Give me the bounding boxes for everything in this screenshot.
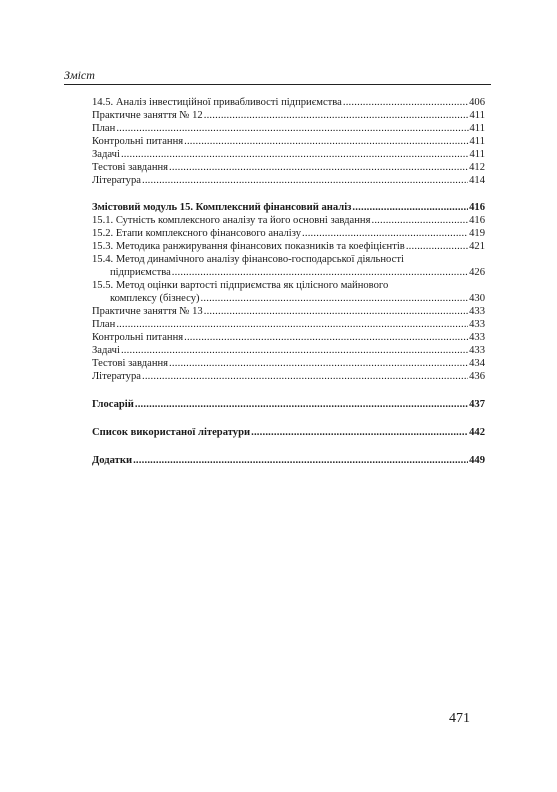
- toc-entry[interactable]: Контрольні питання ..... 411: [92, 135, 485, 148]
- toc-glossary[interactable]: Глосарій ..... 437: [92, 398, 485, 411]
- toc-entry[interactable]: Література ..... 414: [92, 174, 485, 187]
- toc-entry[interactable]: 15.1. Сутність комплексного аналізу та його основні завдання ..... 416: [92, 214, 485, 227]
- table-of-contents: [92, 96, 485, 467]
- toc-entry[interactable]: Практичне заняття № 13 ..... 433: [92, 305, 485, 318]
- toc-entry[interactable]: План ..... 433: [92, 318, 485, 331]
- toc-entry[interactable]: Задачі ..... 433: [92, 344, 485, 357]
- toc-entry[interactable]: Література ..... 436: [92, 370, 485, 383]
- toc-entry[interactable]: Тестові завдання ..... 434: [92, 357, 485, 370]
- toc-references[interactable]: Список використаної літератури ..... 442: [92, 426, 485, 439]
- toc-entry[interactable]: 15.2. Етапи комплексного фінансового аналізу ..... 419: [92, 227, 485, 240]
- toc-entry-multiline[interactable]: 15.4. Метод динамічного аналізу фінансово-господарської діяльності підприємства ..... 426: [92, 253, 485, 279]
- toc-module-heading[interactable]: Змістовий модуль 15. Комплексний фінансовий аналіз ..... 416: [92, 201, 485, 214]
- toc-entry-multiline[interactable]: 15.5. Метод оцінки вартості підприємства як цілісного майнового комплексу (бізнесу) ..... 430: [92, 279, 485, 305]
- toc-entry-line1: 15.5. Метод оцінки вартості підприємства як цілісного майнового: [92, 280, 389, 291]
- running-header: [64, 66, 491, 85]
- toc-entry[interactable]: Тестові завдання ..... 412: [92, 161, 485, 174]
- toc-entry[interactable]: План ..... 411: [92, 122, 485, 135]
- toc-entry-line1: 15.4. Метод динамічного аналізу фінансово-господарської діяльності: [92, 254, 404, 265]
- toc-entry[interactable]: 14.5. Аналіз інвестиційної привабливості підприємства ..... 406: [92, 96, 485, 109]
- toc-entry[interactable]: Практичне заняття № 12 ..... 411: [92, 109, 485, 122]
- page-number: 471: [449, 711, 470, 726]
- toc-appendix[interactable]: Додатки ..... 449: [92, 454, 485, 467]
- toc-entry[interactable]: Контрольні питання ..... 433: [92, 331, 485, 344]
- toc-entry[interactable]: Задачі ..... 411: [92, 148, 485, 161]
- header-title: Зміст: [64, 68, 95, 82]
- toc-entry[interactable]: 15.3. Методика ранжирування фінансових показників та коефіцієнтів ..... 421: [92, 240, 485, 253]
